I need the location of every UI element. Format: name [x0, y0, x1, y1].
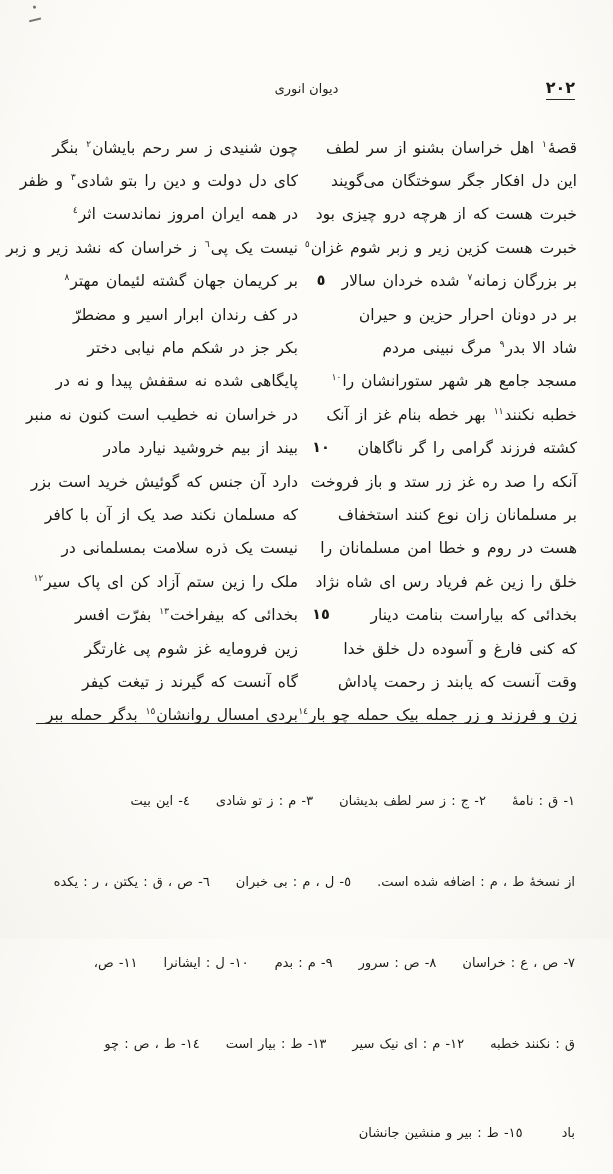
- hemistich-second: کای دل دولت و دین را بتو شادی$^٣$ و ظفر: [19, 172, 298, 191]
- poem-couplet: [33, 565, 577, 598]
- poem-couplet: [36, 331, 577, 364]
- scan-artifact: [27, 9, 41, 23]
- hemistich-first: بر مسلمانان زان نوع کنند استخفاف: [337, 505, 577, 524]
- hemistich-first: قصهٔ$^١$ اهل خراسان بشنو از سر لطف: [326, 138, 577, 157]
- hemistich-first: بر بزرگان زمانه$^٧$ شده خردان سالار: [341, 272, 577, 291]
- couplet-number: ١٥: [312, 607, 330, 624]
- poem-couplet: [36, 665, 577, 698]
- poem-couplet: [36, 432, 577, 465]
- hemistich-second: زین فرومایه غز شوم پی غارتگر: [84, 639, 298, 658]
- hemistich-second: نیست یک ذره سلامت بمسلمانی در: [61, 539, 298, 558]
- hemistich-first: که کنی فارغ و آسوده دل خلق خدا: [343, 639, 577, 658]
- hemistich-second: که مسلمان نکند صد یک از آن با کافر: [44, 505, 298, 524]
- poem-couplet: [30, 465, 577, 498]
- hemistich-first: بخدائی که بیاراست بنامت دینار: [370, 606, 577, 625]
- hemistich-second: گاه آنست که گیرند ز تیغت کیفر: [82, 672, 298, 691]
- hemistich-first: خلق را زین غم فریاد رس ای شاه نژاد: [315, 572, 577, 591]
- hemistich-second: ملک را زین ستم آزاد کن ای پاک سیر$^{١٢}$: [33, 572, 298, 591]
- poem-couplet: [36, 131, 577, 164]
- poem-couplet: [36, 265, 577, 298]
- hemistich-first: خبرت هست کزین زیر و زبر شوم غزان$^٥$: [304, 238, 577, 257]
- poem-couplet: [36, 198, 577, 231]
- hemistich-second: در خراسان نه خطیب است کنون نه منبر: [25, 405, 298, 424]
- hemistich-first: آنکه را صد ره غز زر ستد و باز فروخت: [310, 472, 577, 491]
- hemistich-second: بکر جز در شکم مام نیابی دختر: [87, 339, 298, 358]
- poem-couplet: [36, 298, 577, 331]
- footnote-line: ق : نکنند خطبه ١٢- م : ای نیک سیر ١٣- ط : بیار است ١٤- ط ، ص : چو: [104, 1037, 575, 1052]
- footnote-line: ١- ق : نامهٔ ٢- ج : ز سر لطف بدیشان ٣- م : ز تو شادی ٤- این بیت: [130, 794, 575, 809]
- poem-couplet: [19, 164, 577, 197]
- footnote-line: باد ١٥- ط : بیر و منشین جانشان: [358, 1126, 575, 1141]
- footnote-line: ٧- ص ، ع : خراسان ٨- ص : سرور ٩- م : بدم ١٠- ل : ایشانرا ١١- ص،: [93, 956, 575, 971]
- hemistich-second: نیست یک پی$^٦$ ز خراسان که نشد زیر و زبر: [6, 238, 298, 257]
- hemistich-second: بردی امسال روانشان$^{١٥}$ بدگر حمله ببر: [45, 706, 298, 725]
- poem-couplet: [36, 532, 577, 565]
- hemistich-second: چون شنیدی ز سر رحم بایشان$^٢$ بنگر: [52, 138, 298, 157]
- couplet-number: ١٠: [312, 440, 330, 457]
- hemistich-second: بخدائی که بیفراخت$^{١٣}$ بفرّت افسر: [75, 606, 298, 625]
- poem-couplet: [36, 632, 577, 665]
- hemistich-first: خبرت هست که از هرچه درو چیزی بود: [315, 205, 577, 224]
- hemistich-first: بر در دونان احرار حزین و حیران: [358, 305, 577, 324]
- hemistich-second: بیند از بیم خروشید نیارد مادر: [103, 439, 298, 458]
- hemistich-second: در کف رندان ابرار اسیر و مضطرّ: [73, 305, 298, 324]
- page-number: ٢٠٢: [546, 78, 575, 100]
- hemistich-second: پایگاهی شده نه سقفش پیدا و نه در: [55, 372, 298, 391]
- footnotes: [38, 734, 575, 1174]
- hemistich-first: مسجد جامع هر شهر ستورانشان را$^{١٠}$: [331, 372, 577, 391]
- poem-couplet: [36, 365, 577, 398]
- poem-couplet: [36, 498, 577, 531]
- hemistich-first: وقت آنست که یابند ز رحمت پاداش: [337, 672, 577, 691]
- footnote-line: از نسخهٔ ط ، م : اضافه شده است. ٥- ل ، م : بی خبران ٦- ص ، ق : یکتن ، ر : یکده: [53, 875, 575, 890]
- poem-couplet: [6, 231, 577, 264]
- couplet-number: ٥: [316, 273, 326, 290]
- poem: [6, 131, 577, 732]
- poem-couplet: [25, 398, 577, 431]
- hemistich-first: شاد الا بدر$^٩$ مرگ نبینی مردم: [382, 339, 577, 358]
- hemistich-first: کشته فرزند گرامی را گر ناگاهان: [357, 439, 577, 458]
- hemistich-first: این دل افکار جگر سوختگان می‌گویند: [330, 172, 577, 191]
- hemistich-first: خطبه نکنند$^{١١}$ بهر خطه بنام غز از آنک: [326, 405, 577, 424]
- hemistich-second: بر کریمان جهان گشته لئیمان مهتر$^٨$: [64, 272, 298, 291]
- poem-couplet: [36, 598, 577, 631]
- poem-couplet: [36, 699, 577, 732]
- hemistich-first: هست در روم و خطا امن مسلمانان را: [320, 539, 577, 558]
- hemistich-second: دارد آن جنس که گوئیش خرید است بزر: [30, 472, 298, 491]
- running-title: دیوان انوری: [274, 82, 339, 97]
- hemistich-first: زن و فرزند و زر جمله بیک حمله چو بار$^{١٤}$: [298, 706, 577, 725]
- hemistich-second: در همه ایران امروز نماندست اثر$^٤$: [72, 205, 298, 224]
- footnote-divider: [36, 723, 577, 724]
